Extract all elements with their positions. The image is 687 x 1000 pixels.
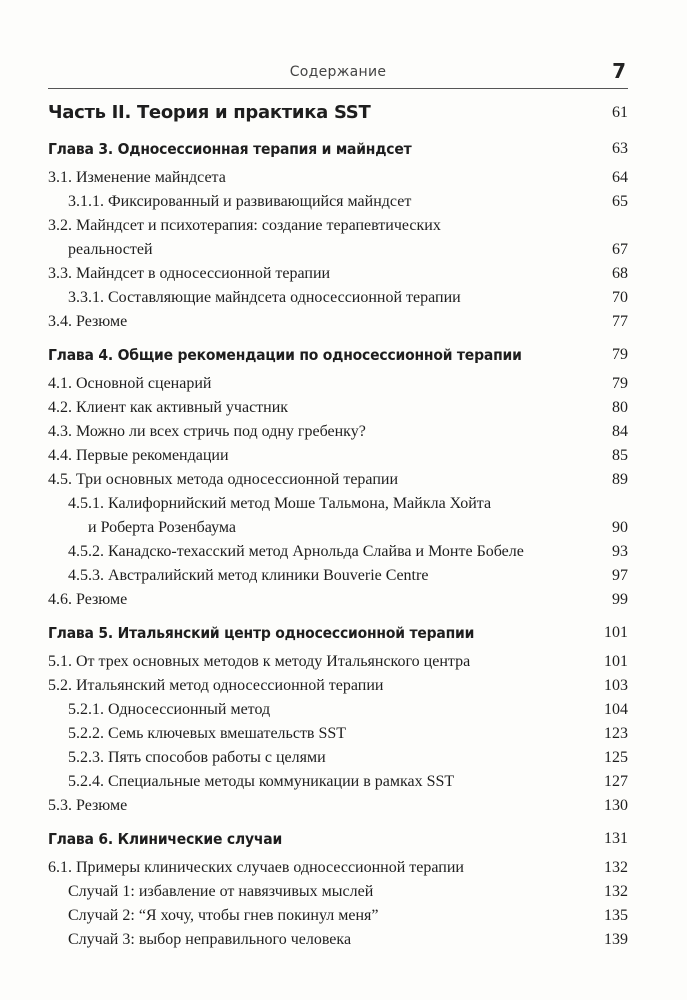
toc-entry <box>48 468 628 492</box>
toc-label: 3.1.1. Фиксированный и развивающийся майндсет <box>68 193 412 210</box>
toc-label: Случай 2: “Я хочу, чтобы гнев покинул меня” <box>68 907 379 924</box>
toc-label: 3.4. Резюме <box>48 313 128 330</box>
toc-page-number: 132 <box>604 883 628 900</box>
toc-label: 4.3. Можно ли всех стричь под одну гребенку? <box>48 423 366 440</box>
toc-entry <box>48 310 628 334</box>
toc-page-number: 89 <box>612 471 628 488</box>
toc-label: 4.4. Первые рекомендации <box>48 447 229 464</box>
toc-page-number: 101 <box>604 653 628 670</box>
toc-page-number: 131 <box>604 830 628 847</box>
toc-page-number: 67 <box>612 241 628 258</box>
toc-chapter <box>48 621 628 645</box>
toc-part <box>48 98 628 128</box>
toc-page-number: 93 <box>612 543 628 560</box>
toc-entry <box>48 372 628 396</box>
toc-page-number: 127 <box>604 773 628 790</box>
toc-entry <box>48 286 628 310</box>
toc-label: реальностей <box>68 241 153 258</box>
toc-page-number: 139 <box>604 931 628 948</box>
toc-page-number: 135 <box>604 907 628 924</box>
toc-page-number: 80 <box>612 399 628 416</box>
toc-entry <box>48 492 628 516</box>
toc-page-number: 123 <box>604 725 628 742</box>
toc-chapter <box>48 137 628 161</box>
toc-page-number: 68 <box>612 265 628 282</box>
toc-label: 4.5. Три основных метода односессионной терапии <box>48 471 399 488</box>
toc-entry <box>48 540 628 564</box>
toc-entry <box>48 444 628 468</box>
toc-label: 3.3. Майндсет в односессионной терапии <box>48 265 331 282</box>
toc-entry <box>48 770 628 794</box>
toc-label: Случай 3: выбор неправильного человека <box>68 931 352 948</box>
toc-label: 4.5.1. Калифорнийский метод Моше Тальмона, Майкла Хойта <box>68 495 492 512</box>
toc-entry <box>48 722 628 746</box>
toc-page-number: 90 <box>612 519 628 536</box>
toc-label: Глава 4. Общие рекомендации по односессионной терапии <box>48 346 522 364</box>
toc-page-number: 61 <box>612 104 628 121</box>
toc-chapter <box>48 827 628 851</box>
toc-label: 6.1. Примеры клинических случаев односессионной терапии <box>48 859 464 876</box>
toc-entry <box>48 794 628 818</box>
toc-page-number: 79 <box>612 375 628 392</box>
toc-page-number: 84 <box>612 423 628 440</box>
toc-entry <box>48 674 628 698</box>
toc-label: 5.2.4. Специальные методы коммуникации в рамках SST <box>68 773 455 790</box>
toc-label: 3.3.1. Составляющие майндсета односессионной терапии <box>68 289 461 306</box>
toc-page-number: 63 <box>612 140 628 157</box>
toc-label: 3.2. Майндсет и психотерапия: создание терапевтических <box>48 217 441 234</box>
toc-page-number: 77 <box>612 313 628 330</box>
toc-entry <box>48 214 628 238</box>
toc-page-number: 103 <box>604 677 628 694</box>
toc-label: 4.5.3. Австралийский метод клиники Bouverie Centre <box>68 567 429 584</box>
toc-entry <box>48 420 628 444</box>
toc-page-number: 104 <box>604 701 628 718</box>
toc-entry <box>48 588 628 612</box>
toc-entry <box>48 928 628 952</box>
toc-label: 5.1. От трех основных методов к методу Итальянского центра <box>48 653 471 670</box>
toc-label: 4.2. Клиент как активный участник <box>48 399 289 416</box>
toc-label: Глава 6. Клинические случаи <box>48 830 283 848</box>
toc-page-number: 99 <box>612 591 628 608</box>
toc-entry <box>48 516 628 540</box>
toc-entry <box>48 856 628 880</box>
toc-page-number: 85 <box>612 447 628 464</box>
toc-label: 5.2.2. Семь ключевых вмешательств SST <box>68 725 347 742</box>
toc-entry <box>48 746 628 770</box>
toc-entry <box>48 698 628 722</box>
toc-entry <box>48 904 628 928</box>
toc-entry <box>48 190 628 214</box>
toc-page-number: 125 <box>604 749 628 766</box>
toc-entry <box>48 650 628 674</box>
toc-label: Глава 5. Итальянский центр односессионной терапии <box>48 624 475 642</box>
running-header <box>48 59 628 89</box>
toc-label: и Роберта Розенбаума <box>88 519 236 536</box>
toc-entry <box>48 166 628 190</box>
toc-page-number: 101 <box>604 624 628 641</box>
toc-label: Глава 3. Односессионная терапия и майндсет <box>48 140 412 158</box>
toc-page-number: 65 <box>612 193 628 210</box>
toc-label: 4.6. Резюме <box>48 591 128 608</box>
toc-label: 3.1. Изменение майндсета <box>48 169 226 186</box>
toc-label: 5.2.1. Односессионный метод <box>68 701 271 718</box>
toc-page-number: 132 <box>604 859 628 876</box>
header-page-number: 7 <box>612 59 626 83</box>
toc-label: 4.1. Основной сценарий <box>48 375 212 392</box>
table-of-contents <box>48 98 628 952</box>
toc-entry <box>48 238 628 262</box>
toc-label: 5.2.3. Пять способов работы с целями <box>68 749 326 766</box>
toc-label: 5.3. Резюме <box>48 797 128 814</box>
toc-page-number: 130 <box>604 797 628 814</box>
header-title: Содержание <box>289 64 387 80</box>
toc-entry <box>48 396 628 420</box>
toc-page-number: 97 <box>612 567 628 584</box>
toc-page-number: 79 <box>612 346 628 363</box>
toc-page-number: 70 <box>612 289 628 306</box>
toc-label: Случай 1: избавление от навязчивых мыслей <box>68 883 374 900</box>
toc-entry <box>48 880 628 904</box>
toc-entry <box>48 262 628 286</box>
toc-page-number: 64 <box>612 169 628 186</box>
toc-label: 4.5.2. Канадско-техасский метод Арнольда Слайва и Монте Бобеле <box>68 543 524 560</box>
toc-entry <box>48 564 628 588</box>
toc-label: 5.2. Итальянский метод односессионной терапии <box>48 677 384 694</box>
toc-label: Часть II. Теория и практика SST <box>48 102 371 123</box>
toc-chapter <box>48 343 628 367</box>
